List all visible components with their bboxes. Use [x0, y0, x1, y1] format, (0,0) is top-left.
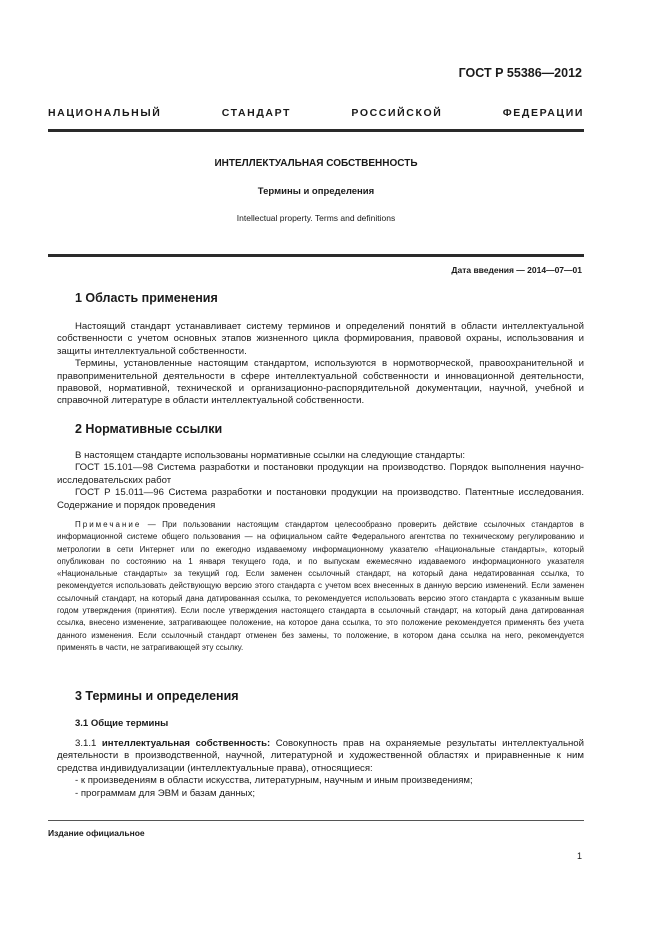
term-number: 3.1.1 [75, 738, 102, 749]
section-2-reference-2: ГОСТ Р 15.011—96 Система разработки и постановки продукции на производство. Патентные исследования. Содержание и порядок проведения [57, 487, 584, 511]
section-2-heading: 2 Нормативные ссылки [75, 422, 223, 436]
section-1-heading: 1 Область применения [75, 291, 218, 305]
header-rule [48, 129, 584, 132]
section-3-1-heading: 3.1 Общие термины [75, 718, 169, 729]
document-title-english: Intellectual property. Terms and definitions [236, 213, 396, 223]
section-2-note [57, 519, 584, 654]
section-3-body [57, 738, 584, 800]
section-3-heading: 3 Термины и определения [75, 689, 239, 703]
section-1-body [57, 321, 584, 408]
footer-rule [48, 820, 584, 821]
note-text: — При пользовании настоящим стандартом целесообразно проверить действие ссылочных стандартов в информационной системе общего пользования — на официальном сайте Федерального агентства по техническому регулированию и метрологии в сети Интернет или по ежегодно издаваемому информационному указателю «Национальные стандарты», который опубликован по состоянию на 1 января текущего года, и по выпускам ежемесячно издаваемого информационного указателя «Национальные стандарты» за текущий год. Если заменен ссылочный стандарт, на который дана недатированная ссылка, то рекомендуется использовать действующую версию этого стандарта с учетом всех внесенных в данную версию изменений. Если заменен ссылочный стандарт, на который дана датированная ссылка, то рекомендуется использовать версию этого стандарта с указанным выше годом утверждения (принятия). Если после утверждения настоящего стандарта в ссылочный стандарт, на который дана датированная ссылка, внесено изменение, затрагивающее положение, на которое дана ссылка, то это положение рекомендуется применять без учета данного изменения. Если ссылочный стандарт отменен без замены, то положение, в котором дана ссылка на него, рекомендуется применять в части, не затрагивающей эту ссылку. [57, 520, 584, 652]
date-introduced: Дата введения — 2014—07—01 [451, 265, 582, 275]
list-item: - программам для ЭВМ и базам данных; [75, 787, 256, 799]
term-3-1-1 [57, 738, 584, 775]
section-2-body [57, 450, 584, 512]
document-subtitle: Термины и определения [257, 186, 375, 197]
section-2-reference-1: ГОСТ 15.101—98 Система разработки и постановки продукции на производство. Порядок выполнения научно-исследовательских работ [57, 462, 584, 486]
document-title: ИНТЕЛЛЕКТУАЛЬНАЯ СОБСТВЕННОСТЬ [214, 158, 418, 169]
edition-label: Издание официальное [48, 828, 145, 838]
section-2-paragraph-1: В настоящем стандарте использованы нормативные ссылки на следующие стандарты: [75, 450, 466, 461]
section-1-paragraph-2: Термины, установленные настоящим стандартом, используются в нормотворческой, правоохранительной и правоприменительной деятельности в сфере интеллектуальной собственности и инновационной деятельности, правовой, нормативной, технической и организационно-распорядительной документации, научной, учебной и справочной литературе в области интеллектуальной собственности. [57, 358, 584, 407]
term-definition: Совокупность прав на охраняемые результаты интеллектуальной деятельности в производственной, научной, литературной и художественной областях и приравненные к ним средства индивидуализации (интеллектуальные права), относящиеся: [57, 738, 584, 774]
title-rule [48, 254, 584, 257]
list-item: - к произведениям в области искусства, литературным, научным и иным произведениям; [75, 775, 473, 787]
note-paragraph [57, 519, 584, 654]
standard-code: ГОСТ Р 55386—2012 [458, 66, 582, 80]
page-number: 1 [576, 851, 582, 861]
national-standard-banner: НАЦИОНАЛЬНЫЙ СТАНДАРТ РОССИЙСКОЙ ФЕДЕРАЦИИ [48, 107, 584, 119]
note-label: Примечание [75, 520, 142, 529]
term-name: интеллектуальная собственность: [101, 738, 271, 749]
section-1-paragraph-1: Настоящий стандарт устанавливает систему терминов и определений понятий в области интеллектуальной собственности с учетом основных этапов жизненного цикла формирования, правовой охраны, использования и защиты интеллектуальной собственности. [57, 321, 584, 357]
